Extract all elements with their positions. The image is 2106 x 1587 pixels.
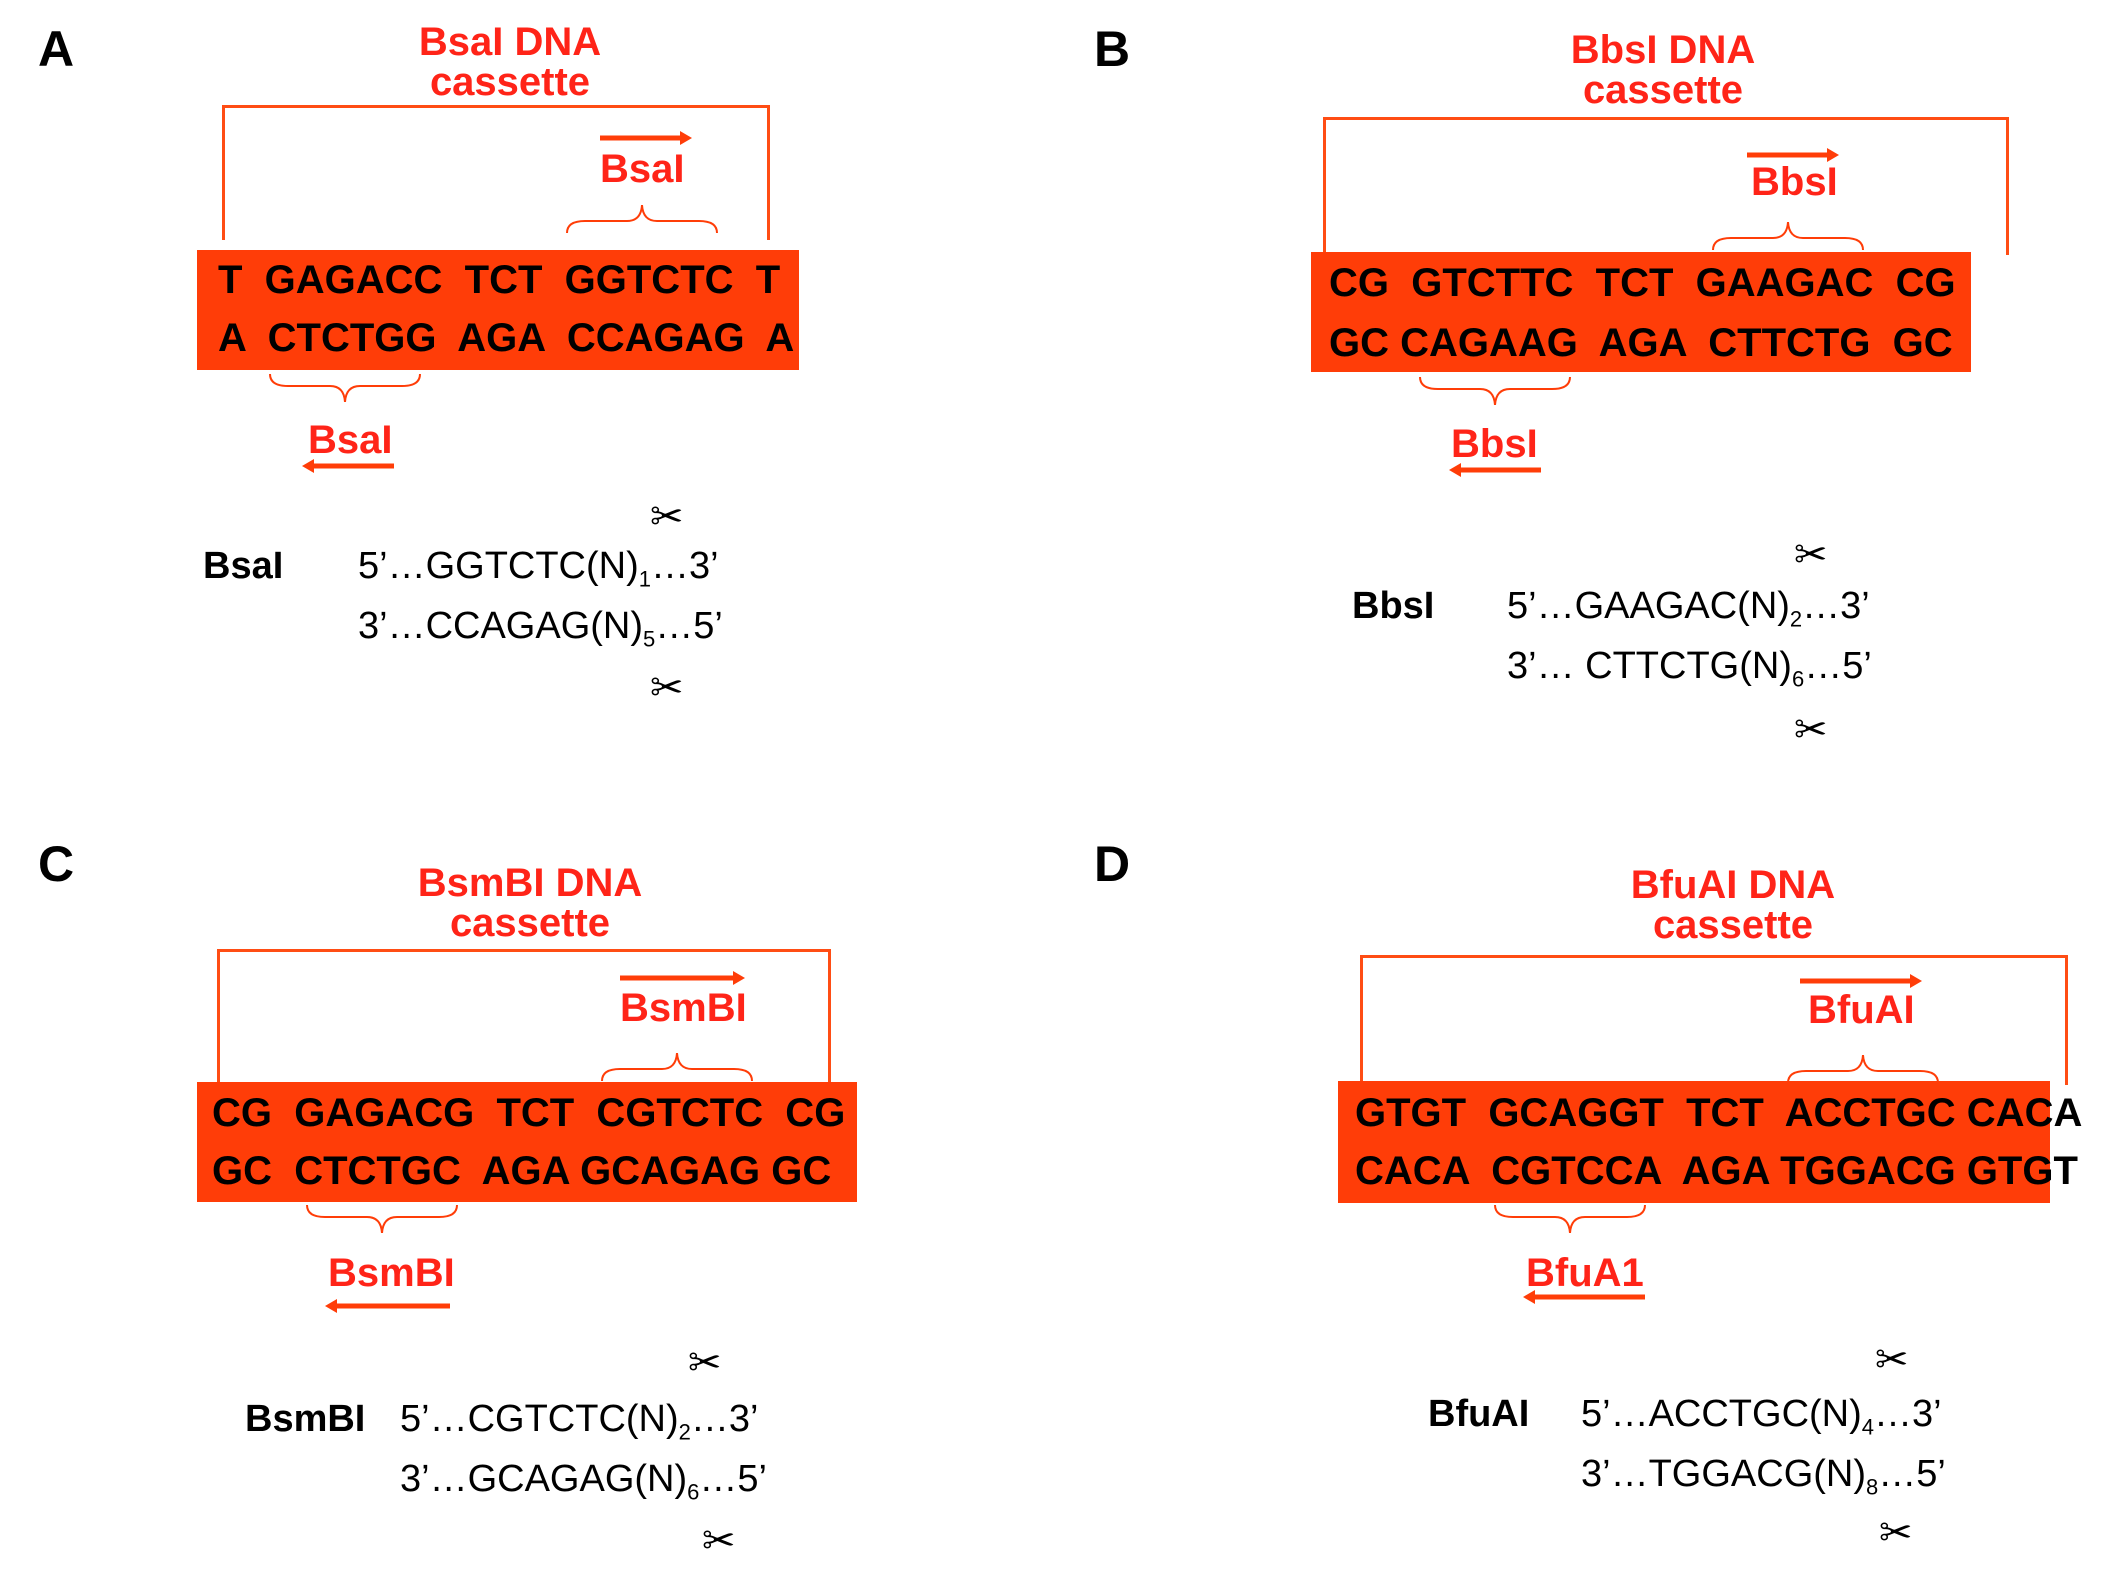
enzyme-label-forward: BfuAI <box>1808 988 1915 1032</box>
cassette-title: BsaI DNA cassette <box>418 20 602 104</box>
panel-a <box>0 0 1053 793</box>
cassette-title: BsmBI DNA cassette <box>417 861 643 945</box>
site-enzyme-name: BbsI <box>1352 585 1435 627</box>
enzyme-label-reverse: BsmBI <box>328 1251 455 1295</box>
top-strand: CG GAGACG TCT CGTCTC CG <box>212 1091 846 1135</box>
enzyme-label-reverse: BfuA1 <box>1526 1251 1644 1295</box>
top-strand: CG GTCTTC TCT GAAGAC CG <box>1329 261 1956 305</box>
recognition-brace-bottom <box>1493 1203 1648 1235</box>
scissors-icon: ✂ <box>702 1519 736 1563</box>
scissors-icon: ✂ <box>1879 1511 1913 1555</box>
enzyme-label-forward: BbsI <box>1751 160 1838 204</box>
recognition-brace-bottom <box>305 1203 460 1235</box>
panel-letter: A <box>38 21 75 77</box>
scissors-icon: ✂ <box>1794 533 1828 577</box>
enzyme-label-reverse: BsaI <box>308 418 393 462</box>
forward-arrow-icon <box>1747 147 1839 163</box>
site-enzyme-name: BfuAI <box>1428 1393 1530 1435</box>
cassette-bracket <box>1323 117 2009 255</box>
site-top-strand: $5’\dots CGTCTC(N)_2\dots 3$’ <box>400 1398 759 1445</box>
panel-d <box>1053 793 2106 1586</box>
reverse-arrow-icon <box>1523 1289 1645 1305</box>
site-bottom-strand: $3’\dots TGGACG(N)_8\dots 5$’ <box>1581 1453 1946 1500</box>
site-enzyme-name: BsmBI <box>245 1398 366 1440</box>
site-top-strand: $5’\dots GGTCTC(N)_1\dots 3$’ <box>358 545 719 592</box>
scissors-icon: ✂ <box>1875 1338 1909 1382</box>
recognition-brace-bottom <box>1418 375 1573 407</box>
top-strand: T GAGACC TCT GGTCTC T <box>218 258 781 302</box>
scissors-icon: ✂ <box>650 666 684 710</box>
top-strand: GTGT GCAGGT TCT ACCTGC CACA <box>1355 1091 2083 1135</box>
recognition-brace-top <box>565 203 720 235</box>
site-top-strand: $5’\dots ACCTGC(N)_4\dots 3$’ <box>1581 1393 1942 1440</box>
cassette-bracket <box>1360 955 2068 1085</box>
recognition-brace-bottom <box>268 372 423 404</box>
site-bottom-strand: 3’… $CTTCTG(N)_6\dots 5$’ <box>1507 645 1872 692</box>
scissors-icon: ✂ <box>650 495 684 539</box>
scissors-icon: ✂ <box>1794 708 1828 752</box>
reverse-arrow-icon <box>302 458 394 474</box>
site-top-strand: $5’\dots GAAGAC(N)_2\dots 3$’ <box>1507 585 1870 632</box>
panel-b <box>1053 0 2106 793</box>
bottom-strand: A CTCTGG AGA CCAGAG A <box>218 316 795 360</box>
cassette-title: BbsI DNA cassette <box>1570 28 1756 112</box>
panel-c <box>0 793 1053 1586</box>
enzyme-label-forward: BsmBI <box>620 986 747 1030</box>
enzyme-label-forward: BsaI <box>600 147 685 191</box>
cassette-title: BfuAI DNA cassette <box>1630 863 1836 947</box>
reverse-arrow-icon <box>1449 462 1541 478</box>
enzyme-label-reverse: BbsI <box>1451 422 1538 466</box>
panel-letter: D <box>1094 836 1131 892</box>
site-bottom-strand: $3’\dots GCAGAG(N)_6\dots 5$’ <box>400 1458 767 1505</box>
panel-letter: B <box>1094 21 1131 77</box>
panel-letter: C <box>38 836 75 892</box>
bottom-strand: GC CAGAAG AGA CTTCTG GC <box>1329 321 1953 365</box>
site-bottom-strand: $3’\dots CCAGAG(N)_5\dots 5$’ <box>358 605 723 652</box>
forward-arrow-icon <box>620 970 745 986</box>
recognition-brace-top <box>1711 220 1866 252</box>
recognition-brace-top <box>600 1051 755 1083</box>
site-enzyme-name: BsaI <box>203 545 284 587</box>
forward-arrow-icon <box>1800 973 1922 989</box>
forward-arrow-icon <box>600 130 692 146</box>
scissors-icon: ✂ <box>688 1341 722 1385</box>
bottom-strand: CACA CGTCCA AGA TGGACG GTGT <box>1355 1149 2078 1193</box>
reverse-arrow-icon <box>325 1298 450 1314</box>
bottom-strand: GC CTCTGC AGA GCAGAG GC <box>212 1149 832 1193</box>
